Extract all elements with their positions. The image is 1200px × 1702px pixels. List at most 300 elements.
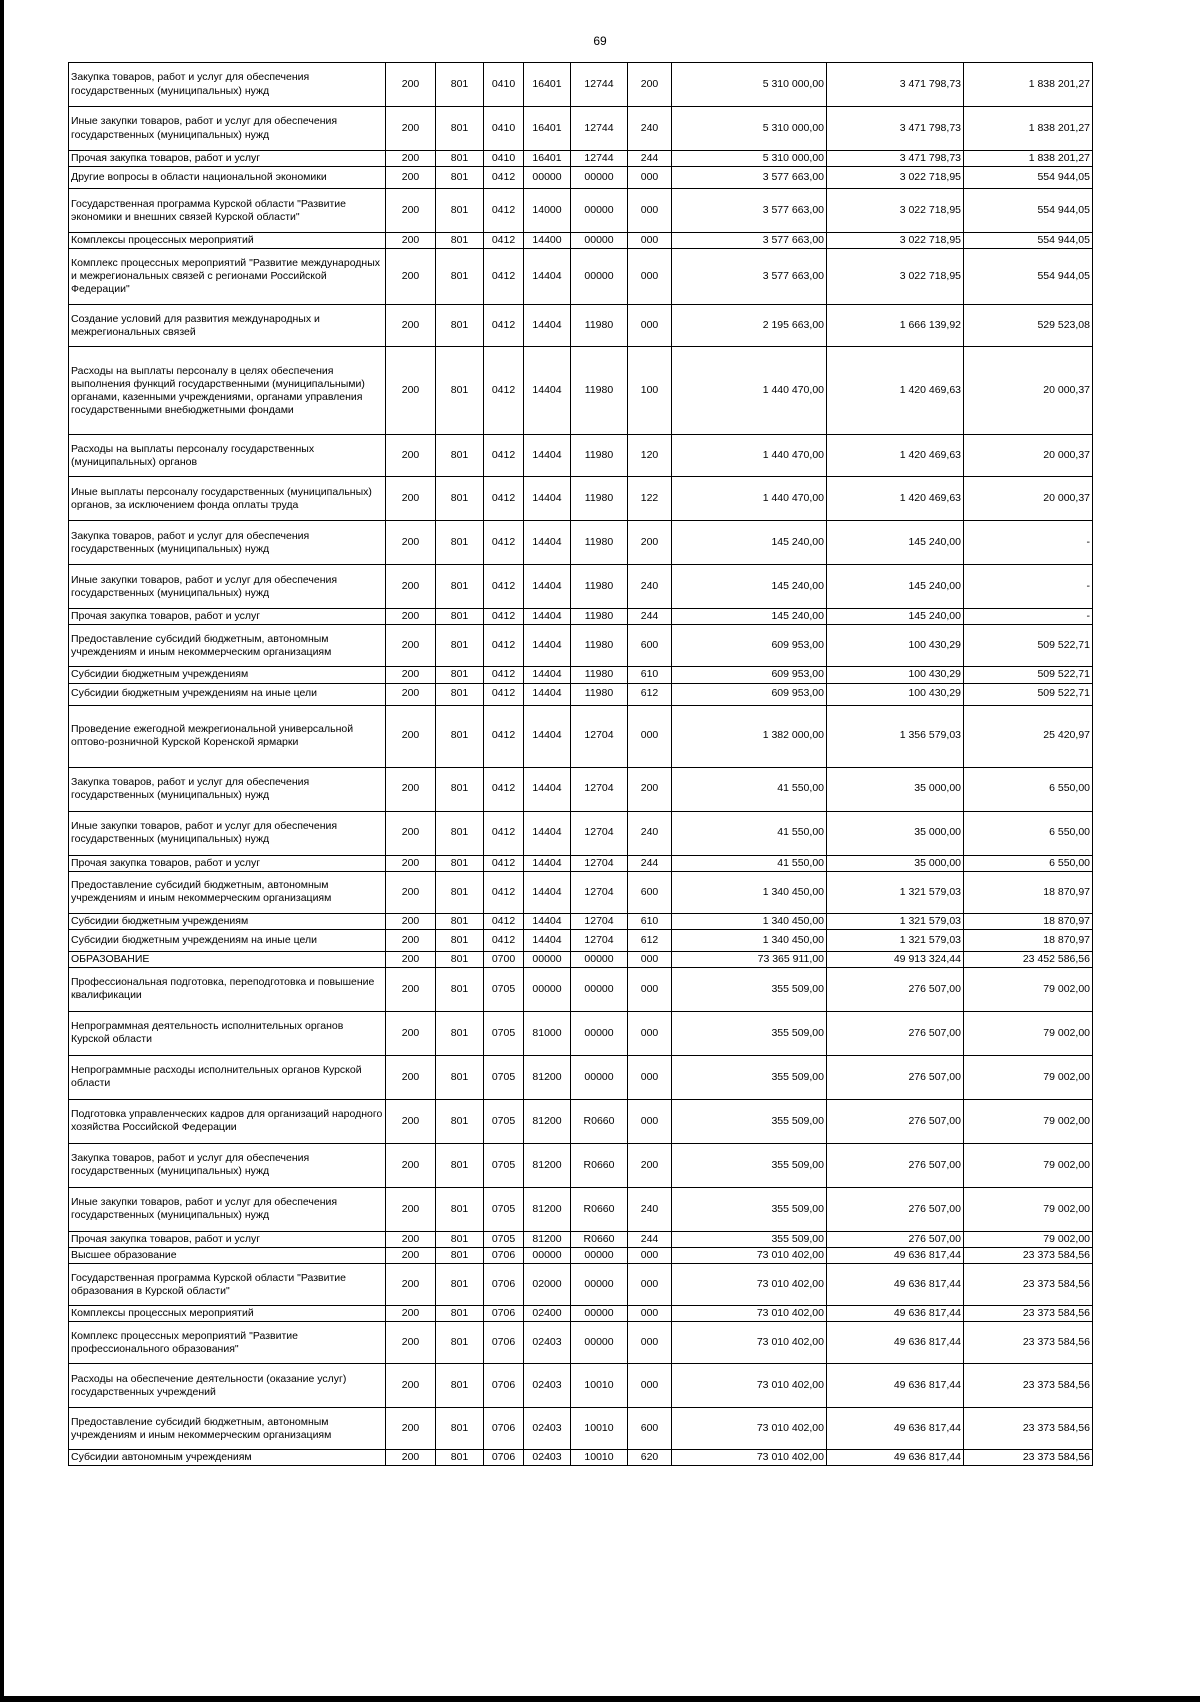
col-rest: 6 550,00 <box>964 855 1093 871</box>
col-vr: 000 <box>628 305 672 347</box>
col-rzpr: 0412 <box>484 233 524 249</box>
col-vr: 610 <box>628 667 672 683</box>
row-name: Субсидии бюджетным учреждениям на иные цели <box>69 929 386 951</box>
scan-border-bottom <box>0 1696 1200 1702</box>
row-name: Закупка товаров, работ и услуг для обеспечения государственных (муниципальных) нужд <box>69 63 386 107</box>
col-vr: 000 <box>628 233 672 249</box>
table-row <box>69 347 1093 435</box>
col-vr: 600 <box>628 871 672 913</box>
col-ved: 801 <box>436 189 484 233</box>
col-rest: 509 522,71 <box>964 667 1093 683</box>
col-csr1: 14404 <box>524 767 571 811</box>
col-adm: 200 <box>386 767 436 811</box>
col-csr1: 16401 <box>524 107 571 151</box>
col-vr: 200 <box>628 767 672 811</box>
col-vr: 240 <box>628 107 672 151</box>
col-csr1: 14404 <box>524 477 571 521</box>
col-csr2: 00000 <box>571 1248 628 1264</box>
col-csr2: 12744 <box>571 63 628 107</box>
col-csr1: 14404 <box>524 249 571 305</box>
col-vr: 200 <box>628 521 672 565</box>
col-rest: 23 452 586,56 <box>964 951 1093 967</box>
col-csr2: R0660 <box>571 1143 628 1187</box>
col-rzpr: 0412 <box>484 347 524 435</box>
col-adm: 200 <box>386 167 436 189</box>
col-adm: 200 <box>386 609 436 625</box>
col-fact: 49 913 324,44 <box>827 951 964 967</box>
col-rzpr: 0412 <box>484 305 524 347</box>
col-rzpr: 0706 <box>484 1248 524 1264</box>
col-ved: 801 <box>436 1306 484 1322</box>
col-csr1: 14404 <box>524 521 571 565</box>
col-rest: 554 944,05 <box>964 189 1093 233</box>
col-ved: 801 <box>436 871 484 913</box>
col-ved: 801 <box>436 233 484 249</box>
col-adm: 200 <box>386 477 436 521</box>
col-vr: 240 <box>628 1187 672 1231</box>
col-vr: 600 <box>628 625 672 667</box>
col-adm: 200 <box>386 1322 436 1364</box>
col-ved: 801 <box>436 625 484 667</box>
row-name: Комплексы процессных мероприятий <box>69 233 386 249</box>
row-name: Прочая закупка товаров, работ и услуг <box>69 151 386 167</box>
col-rzpr: 0412 <box>484 929 524 951</box>
col-plan: 1 340 450,00 <box>672 871 827 913</box>
row-name: Комплекс процессных мероприятий "Развитие профессионального образования" <box>69 1322 386 1364</box>
table-row <box>69 855 1093 871</box>
col-adm: 200 <box>386 63 436 107</box>
row-name: Непрограммная деятельность исполнительных органов Курской области <box>69 1011 386 1055</box>
row-name: Государственная программа Курской области "Развитие экономики и внешних связей Курской области" <box>69 189 386 233</box>
col-ved: 801 <box>436 151 484 167</box>
table-row <box>69 1306 1093 1322</box>
col-csr2: 12704 <box>571 855 628 871</box>
col-rzpr: 0412 <box>484 625 524 667</box>
col-adm: 200 <box>386 1450 436 1466</box>
row-name: Предоставление субсидий бюджетным, автономным учреждениям и иным некоммерческим организациям <box>69 1408 386 1450</box>
col-ved: 801 <box>436 107 484 151</box>
col-rzpr: 0705 <box>484 1143 524 1187</box>
col-ved: 801 <box>436 1364 484 1408</box>
col-csr1: 14000 <box>524 189 571 233</box>
table-row <box>69 683 1093 705</box>
col-adm: 200 <box>386 705 436 767</box>
row-name: Подготовка управленческих кадров для организаций народного хозяйства Российской Федерации <box>69 1099 386 1143</box>
col-rzpr: 0412 <box>484 167 524 189</box>
col-csr2: 00000 <box>571 967 628 1011</box>
col-rzpr: 0412 <box>484 855 524 871</box>
col-rzpr: 0412 <box>484 767 524 811</box>
col-rest: 554 944,05 <box>964 233 1093 249</box>
col-csr2: R0660 <box>571 1099 628 1143</box>
row-name: Иные закупки товаров, работ и услуг для обеспечения государственных (муниципальных) нужд <box>69 107 386 151</box>
col-fact: 49 636 817,44 <box>827 1450 964 1466</box>
col-rzpr: 0705 <box>484 967 524 1011</box>
col-csr2: 00000 <box>571 951 628 967</box>
col-vr: 000 <box>628 1322 672 1364</box>
col-rzpr: 0410 <box>484 107 524 151</box>
table-row <box>69 477 1093 521</box>
col-adm: 200 <box>386 929 436 951</box>
col-csr2: 11980 <box>571 609 628 625</box>
table-row <box>69 967 1093 1011</box>
col-rest: 23 373 584,56 <box>964 1364 1093 1408</box>
col-csr1: 81200 <box>524 1099 571 1143</box>
table-row <box>69 871 1093 913</box>
table-row <box>69 107 1093 151</box>
table-row <box>69 625 1093 667</box>
col-csr1: 14404 <box>524 683 571 705</box>
col-csr1: 16401 <box>524 63 571 107</box>
col-plan: 2 195 663,00 <box>672 305 827 347</box>
col-vr: 244 <box>628 855 672 871</box>
col-csr2: 11980 <box>571 667 628 683</box>
col-ved: 801 <box>436 767 484 811</box>
col-vr: 200 <box>628 1143 672 1187</box>
row-name: Закупка товаров, работ и услуг для обеспечения государственных (муниципальных) нужд <box>69 521 386 565</box>
col-fact: 276 507,00 <box>827 1187 964 1231</box>
table-row <box>69 521 1093 565</box>
table-row <box>69 1248 1093 1264</box>
col-adm: 200 <box>386 1264 436 1306</box>
col-plan: 3 577 663,00 <box>672 233 827 249</box>
col-fact: 3 022 718,95 <box>827 249 964 305</box>
col-csr2: 12704 <box>571 929 628 951</box>
col-fact: 35 000,00 <box>827 811 964 855</box>
col-fact: 49 636 817,44 <box>827 1264 964 1306</box>
table-row <box>69 1143 1093 1187</box>
col-fact: 100 430,29 <box>827 683 964 705</box>
col-csr2: 00000 <box>571 189 628 233</box>
table-row <box>69 233 1093 249</box>
col-fact: 1 321 579,03 <box>827 929 964 951</box>
col-fact: 145 240,00 <box>827 521 964 565</box>
col-fact: 1 420 469,63 <box>827 347 964 435</box>
col-adm: 200 <box>386 1143 436 1187</box>
col-vr: 122 <box>628 477 672 521</box>
row-name: Комплекс процессных мероприятий "Развитие международных и межрегиональных связей с регионами Российской Федерации" <box>69 249 386 305</box>
col-ved: 801 <box>436 913 484 929</box>
col-vr: 600 <box>628 1408 672 1450</box>
col-plan: 73 010 402,00 <box>672 1408 827 1450</box>
col-fact: 276 507,00 <box>827 1099 964 1143</box>
col-csr2: 00000 <box>571 1055 628 1099</box>
row-name: Прочая закупка товаров, работ и услуг <box>69 855 386 871</box>
col-vr: 100 <box>628 347 672 435</box>
col-csr1: 02403 <box>524 1408 571 1450</box>
col-rzpr: 0700 <box>484 951 524 967</box>
col-plan: 355 509,00 <box>672 967 827 1011</box>
col-rest: 20 000,37 <box>964 435 1093 477</box>
col-ved: 801 <box>436 667 484 683</box>
col-rzpr: 0412 <box>484 609 524 625</box>
col-csr1: 14400 <box>524 233 571 249</box>
col-vr: 240 <box>628 565 672 609</box>
col-vr: 000 <box>628 1055 672 1099</box>
table-row <box>69 167 1093 189</box>
budget-table <box>68 62 1093 1466</box>
col-csr2: 10010 <box>571 1408 628 1450</box>
col-rest: - <box>964 609 1093 625</box>
col-plan: 145 240,00 <box>672 521 827 565</box>
col-rest: 18 870,97 <box>964 871 1093 913</box>
col-rzpr: 0706 <box>484 1322 524 1364</box>
row-name: Проведение ежегодной межрегиональной универсальной оптово-розничной Курской Коренской ярмарки <box>69 705 386 767</box>
col-csr1: 81200 <box>524 1187 571 1231</box>
col-rzpr: 0412 <box>484 477 524 521</box>
col-fact: 3 471 798,73 <box>827 63 964 107</box>
col-ved: 801 <box>436 167 484 189</box>
col-rzpr: 0412 <box>484 913 524 929</box>
col-plan: 41 550,00 <box>672 855 827 871</box>
col-adm: 200 <box>386 565 436 609</box>
col-rest: 79 002,00 <box>964 1143 1093 1187</box>
table-row <box>69 151 1093 167</box>
col-rzpr: 0705 <box>484 1187 524 1231</box>
col-rest: 18 870,97 <box>964 913 1093 929</box>
col-rest: 23 373 584,56 <box>964 1248 1093 1264</box>
table-row <box>69 1408 1093 1450</box>
col-plan: 3 577 663,00 <box>672 167 827 189</box>
col-plan: 355 509,00 <box>672 1187 827 1231</box>
col-plan: 1 340 450,00 <box>672 929 827 951</box>
col-fact: 3 471 798,73 <box>827 107 964 151</box>
col-rzpr: 0412 <box>484 565 524 609</box>
table-row <box>69 951 1093 967</box>
table-row <box>69 609 1093 625</box>
col-adm: 200 <box>386 913 436 929</box>
col-csr1: 02403 <box>524 1322 571 1364</box>
col-rzpr: 0706 <box>484 1306 524 1322</box>
table-row <box>69 189 1093 233</box>
col-adm: 200 <box>386 625 436 667</box>
col-rzpr: 0412 <box>484 435 524 477</box>
col-fact: 276 507,00 <box>827 1011 964 1055</box>
table-row <box>69 565 1093 609</box>
col-rest: 79 002,00 <box>964 967 1093 1011</box>
col-plan: 609 953,00 <box>672 667 827 683</box>
col-rzpr: 0706 <box>484 1364 524 1408</box>
col-fact: 1 420 469,63 <box>827 477 964 521</box>
col-rzpr: 0412 <box>484 667 524 683</box>
row-name: Закупка товаров, работ и услуг для обеспечения государственных (муниципальных) нужд <box>69 1143 386 1187</box>
col-fact: 49 636 817,44 <box>827 1364 964 1408</box>
col-ved: 801 <box>436 929 484 951</box>
col-rzpr: 0412 <box>484 811 524 855</box>
table-row <box>69 1011 1093 1055</box>
col-plan: 5 310 000,00 <box>672 151 827 167</box>
col-rest: 554 944,05 <box>964 249 1093 305</box>
col-csr1: 14404 <box>524 811 571 855</box>
col-rzpr: 0412 <box>484 521 524 565</box>
col-vr: 610 <box>628 913 672 929</box>
col-plan: 1 440 470,00 <box>672 477 827 521</box>
col-csr2: 12704 <box>571 767 628 811</box>
col-adm: 200 <box>386 967 436 1011</box>
col-ved: 801 <box>436 1011 484 1055</box>
row-name: ОБРАЗОВАНИЕ <box>69 951 386 967</box>
row-name: Другие вопросы в области национальной экономики <box>69 167 386 189</box>
col-vr: 200 <box>628 63 672 107</box>
col-vr: 620 <box>628 1450 672 1466</box>
col-plan: 3 577 663,00 <box>672 189 827 233</box>
col-plan: 1 440 470,00 <box>672 435 827 477</box>
col-csr2: R0660 <box>571 1231 628 1247</box>
col-fact: 1 321 579,03 <box>827 913 964 929</box>
table-row <box>69 1264 1093 1306</box>
col-rzpr: 0706 <box>484 1264 524 1306</box>
col-vr: 000 <box>628 951 672 967</box>
col-plan: 355 509,00 <box>672 1055 827 1099</box>
col-ved: 801 <box>436 1264 484 1306</box>
col-adm: 200 <box>386 811 436 855</box>
col-csr2: 12744 <box>571 151 628 167</box>
col-vr: 120 <box>628 435 672 477</box>
col-vr: 000 <box>628 1011 672 1055</box>
col-csr1: 14404 <box>524 871 571 913</box>
row-name: Иные закупки товаров, работ и услуг для обеспечения государственных (муниципальных) нужд <box>69 565 386 609</box>
col-rest: 529 523,08 <box>964 305 1093 347</box>
col-fact: 145 240,00 <box>827 565 964 609</box>
table-row <box>69 667 1093 683</box>
col-csr1: 14404 <box>524 913 571 929</box>
col-csr2: 11980 <box>571 347 628 435</box>
col-adm: 200 <box>386 189 436 233</box>
col-rest: 79 002,00 <box>964 1231 1093 1247</box>
col-rest: 6 550,00 <box>964 811 1093 855</box>
row-name: Иные закупки товаров, работ и услуг для обеспечения государственных (муниципальных) нужд <box>69 1187 386 1231</box>
col-csr2: 12744 <box>571 107 628 151</box>
col-adm: 200 <box>386 107 436 151</box>
row-name: Прочая закупка товаров, работ и услуг <box>69 1231 386 1247</box>
col-plan: 145 240,00 <box>672 609 827 625</box>
col-fact: 3 022 718,95 <box>827 189 964 233</box>
col-fact: 145 240,00 <box>827 609 964 625</box>
col-ved: 801 <box>436 1231 484 1247</box>
col-ved: 801 <box>436 347 484 435</box>
col-fact: 3 022 718,95 <box>827 167 964 189</box>
col-plan: 73 010 402,00 <box>672 1322 827 1364</box>
col-rest: 25 420,97 <box>964 705 1093 767</box>
row-name: Непрограммные расходы исполнительных органов Курской области <box>69 1055 386 1099</box>
col-rest: 79 002,00 <box>964 1055 1093 1099</box>
row-name: Иные выплаты персоналу государственных (муниципальных) органов, за исключением фонда оплаты труда <box>69 477 386 521</box>
col-csr2: 00000 <box>571 1306 628 1322</box>
col-fact: 1 321 579,03 <box>827 871 964 913</box>
col-plan: 73 365 911,00 <box>672 951 827 967</box>
col-csr2: 00000 <box>571 1011 628 1055</box>
col-ved: 801 <box>436 855 484 871</box>
col-fact: 100 430,29 <box>827 625 964 667</box>
col-csr1: 16401 <box>524 151 571 167</box>
col-fact: 276 507,00 <box>827 1055 964 1099</box>
table-row <box>69 435 1093 477</box>
col-rest: 18 870,97 <box>964 929 1093 951</box>
table-row <box>69 1055 1093 1099</box>
col-rzpr: 0412 <box>484 683 524 705</box>
col-csr1: 02403 <box>524 1450 571 1466</box>
col-plan: 3 577 663,00 <box>672 249 827 305</box>
col-rest: 20 000,37 <box>964 477 1093 521</box>
table-row <box>69 929 1093 951</box>
col-ved: 801 <box>436 1322 484 1364</box>
col-adm: 200 <box>386 1099 436 1143</box>
col-rzpr: 0410 <box>484 151 524 167</box>
col-csr1: 02000 <box>524 1264 571 1306</box>
col-plan: 355 509,00 <box>672 1011 827 1055</box>
col-plan: 73 010 402,00 <box>672 1248 827 1264</box>
col-rest: - <box>964 565 1093 609</box>
col-csr1: 14404 <box>524 347 571 435</box>
col-csr1: 14404 <box>524 667 571 683</box>
col-csr2: 11980 <box>571 477 628 521</box>
col-adm: 200 <box>386 855 436 871</box>
col-csr1: 14404 <box>524 305 571 347</box>
col-ved: 801 <box>436 811 484 855</box>
col-vr: 244 <box>628 1231 672 1247</box>
col-fact: 1 356 579,03 <box>827 705 964 767</box>
col-plan: 355 509,00 <box>672 1143 827 1187</box>
table-row <box>69 305 1093 347</box>
col-adm: 200 <box>386 1187 436 1231</box>
col-rest: - <box>964 521 1093 565</box>
col-csr1: 00000 <box>524 167 571 189</box>
col-fact: 276 507,00 <box>827 1231 964 1247</box>
col-plan: 41 550,00 <box>672 767 827 811</box>
col-rest: 23 373 584,56 <box>964 1264 1093 1306</box>
col-csr2: 10010 <box>571 1450 628 1466</box>
col-ved: 801 <box>436 305 484 347</box>
col-csr1: 14404 <box>524 565 571 609</box>
col-rest: 509 522,71 <box>964 683 1093 705</box>
col-adm: 200 <box>386 1055 436 1099</box>
col-rzpr: 0705 <box>484 1011 524 1055</box>
col-rest: 23 373 584,56 <box>964 1322 1093 1364</box>
col-csr1: 14404 <box>524 929 571 951</box>
row-name: Государственная программа Курской области "Развитие образования в Курской области" <box>69 1264 386 1306</box>
page-number: 69 <box>593 34 607 48</box>
col-plan: 609 953,00 <box>672 683 827 705</box>
col-csr1: 00000 <box>524 951 571 967</box>
col-vr: 000 <box>628 167 672 189</box>
col-adm: 200 <box>386 871 436 913</box>
col-ved: 801 <box>436 967 484 1011</box>
col-rest: 79 002,00 <box>964 1099 1093 1143</box>
col-vr: 000 <box>628 1306 672 1322</box>
col-csr2: 00000 <box>571 1264 628 1306</box>
row-name: Расходы на выплаты персоналу в целях обеспечения выполнения функций государственными (муниципальными) органами, казенными учреждениями, органами управления государственными внебюджетными фондами <box>69 347 386 435</box>
col-plan: 73 010 402,00 <box>672 1306 827 1322</box>
col-rzpr: 0412 <box>484 705 524 767</box>
col-fact: 276 507,00 <box>827 967 964 1011</box>
row-name: Иные закупки товаров, работ и услуг для обеспечения государственных (муниципальных) нужд <box>69 811 386 855</box>
col-vr: 000 <box>628 1364 672 1408</box>
col-rest: 1 838 201,27 <box>964 151 1093 167</box>
table-row <box>69 1364 1093 1408</box>
col-adm: 200 <box>386 1306 436 1322</box>
col-adm: 200 <box>386 521 436 565</box>
col-ved: 801 <box>436 521 484 565</box>
col-vr: 000 <box>628 189 672 233</box>
col-fact: 100 430,29 <box>827 667 964 683</box>
col-plan: 5 310 000,00 <box>672 107 827 151</box>
col-ved: 801 <box>436 951 484 967</box>
col-fact: 35 000,00 <box>827 855 964 871</box>
col-rest: 1 838 201,27 <box>964 63 1093 107</box>
col-csr1: 02403 <box>524 1364 571 1408</box>
col-csr2: 12704 <box>571 705 628 767</box>
col-fact: 276 507,00 <box>827 1143 964 1187</box>
